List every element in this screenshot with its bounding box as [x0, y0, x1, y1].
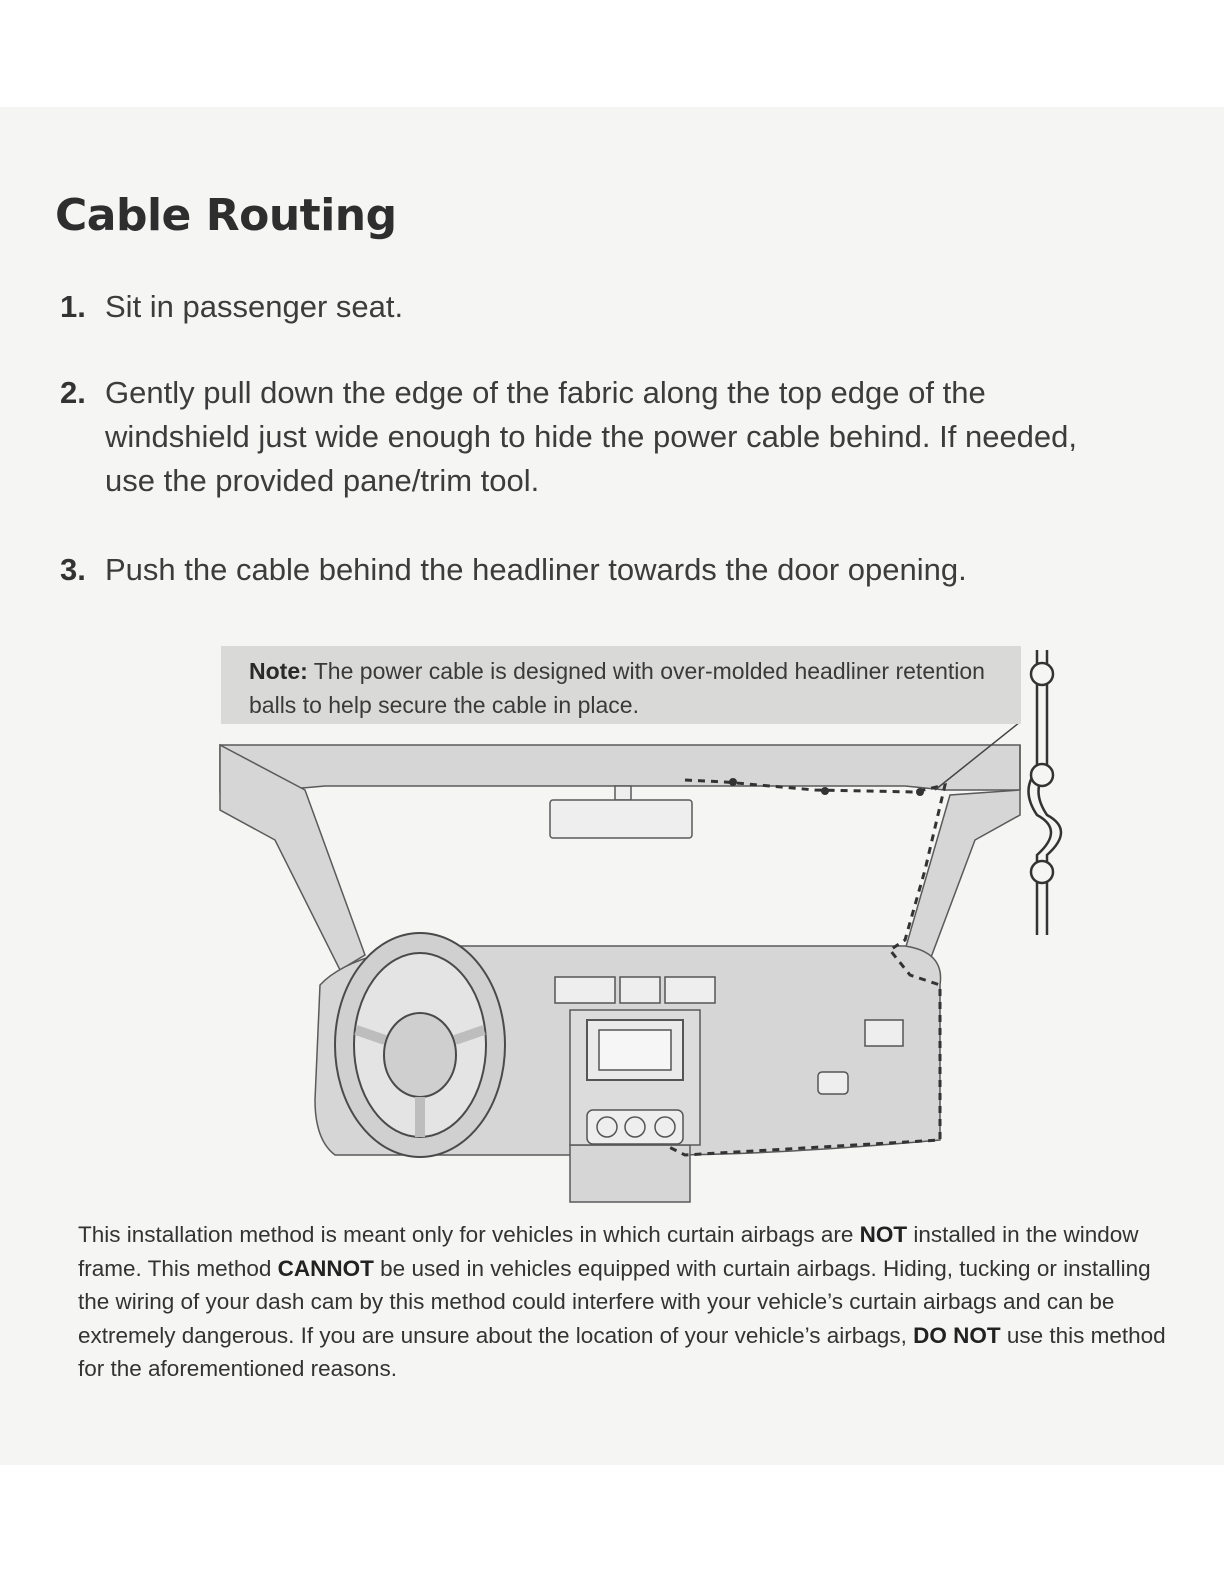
warning-text: be used in vehicles equipped with curtain airbags. Hiding, tucking or installing the wiring of your dash cam by this method could interfere with your vehicle’s curtain airbags and can be extremely dangerous. If you are unsure about the location of your vehicle’s airbags,	[78, 1255, 1151, 1348]
note-text: The power cable is designed with over-molded headliner retention balls to help secure the cable in place.	[249, 658, 985, 718]
airbag-warning	[78, 1218, 1178, 1386]
step-3	[60, 548, 1180, 592]
warning-emphasis: NOT	[859, 1222, 908, 1247]
step-1	[60, 285, 1180, 329]
car-interior-illustration	[215, 640, 1095, 1210]
warning-emphasis: CANNOT	[277, 1255, 374, 1281]
step-text: Gently pull down the edge of the fabric along the top edge of the windshield just wide enough to hide the power cable behind. If needed, use the provided pane/trim tool.	[105, 375, 1078, 498]
note-label: Note:	[249, 658, 308, 684]
step-number: 2.	[60, 375, 86, 410]
warning-text: use this method for the aforementioned reasons.	[78, 1322, 1166, 1381]
step-number: 3.	[60, 552, 86, 587]
step-text: Sit in passenger seat.	[105, 289, 404, 324]
step-2	[60, 371, 1180, 503]
note-box	[221, 646, 1021, 724]
warning-emphasis: DO NOT	[913, 1322, 1001, 1348]
step-number: 1.	[60, 289, 86, 324]
step-text: Push the cable behind the headliner towards the door opening.	[105, 552, 967, 587]
page-title: Cable Routing	[55, 190, 397, 241]
warning-text: This installation method is meant only for vehicles in which curtain airbags are	[78, 1222, 860, 1247]
warning-text: installed in the window frame. This method	[78, 1222, 1139, 1281]
